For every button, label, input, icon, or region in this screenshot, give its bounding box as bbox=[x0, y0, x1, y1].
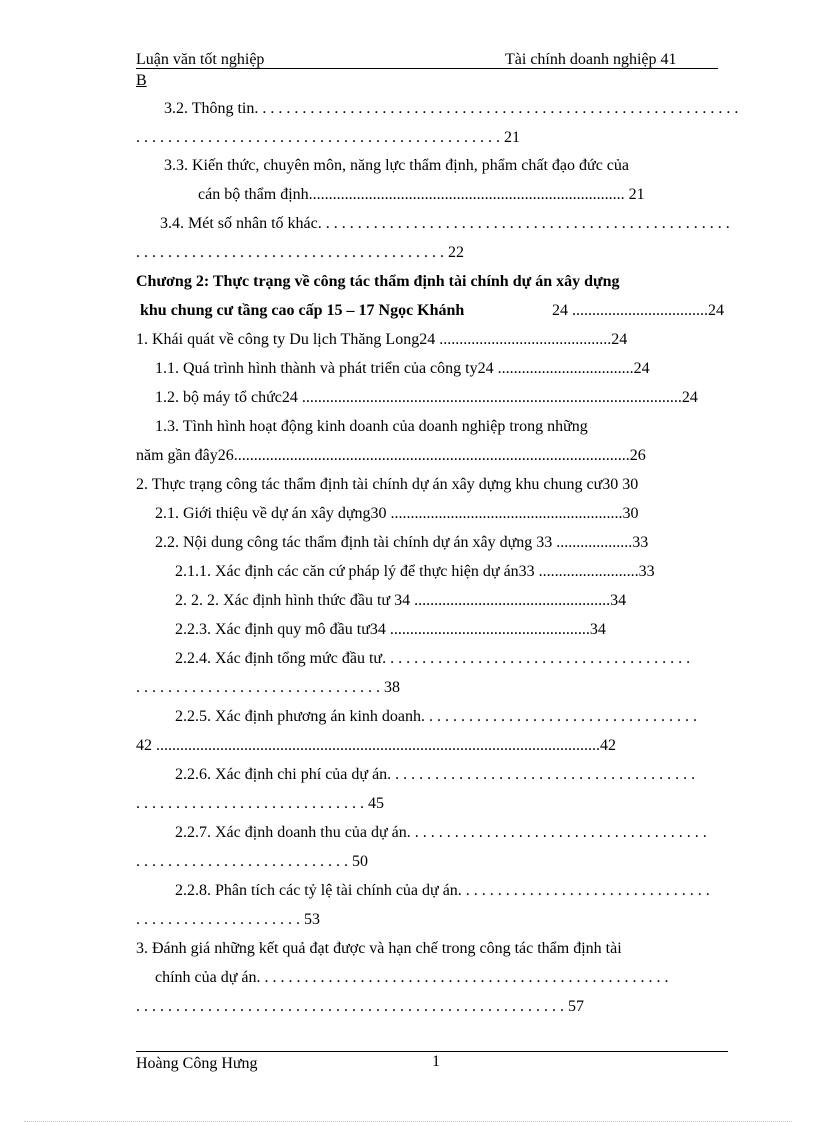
toc-entry-3-cont-2: . . . . . . . . . . . . . . . . . . . . . . . . . . . . . . . . . . . . . . . . . . . . . . . . . . . . . . 57 bbox=[136, 998, 584, 1015]
toc-entry-1-3: 1.3. Tình hình hoạt động kinh doanh của doanh nghiệp trong những bbox=[155, 418, 588, 435]
toc-chapter-2-page: 24 ..................................24 bbox=[552, 302, 724, 319]
toc-entry-2-2-3: 2.2.3. Xác định quy mô đầu tư34 ..................................................34 bbox=[175, 621, 606, 638]
toc-entry-3-4-cont: . . . . . . . . . . . . . . . . . . . . . . . . . . . . . . . . . . . . . . . 22 bbox=[136, 244, 464, 261]
toc-entry-2-2-7: 2.2.7. Xác định doanh thu của dự án. . . . . . . . . . . . . . . . . . . . . . . . . . . . . . . . . . . . . . bbox=[175, 824, 707, 841]
toc-entry-3-3-cont: cán bộ thẩm định............................................................................... 21 bbox=[198, 186, 645, 203]
toc-entry-3-2-cont: . . . . . . . . . . . . . . . . . . . . . . . . . . . . . . . . . . . . . . . . . . . . . . 21 bbox=[136, 129, 520, 146]
toc-entry-3-3: 3.3. Kiến thức, chuyên môn, năng lực thẩm định, phẩm chất đạo đức của bbox=[164, 157, 629, 174]
toc-entry-2-2-5: 2.2.5. Xác định phương án kinh doanh. . . . . . . . . . . . . . . . . . . . . . . . . . . . . . . . . . . bbox=[175, 708, 697, 725]
toc-entry-2-2-8: 2.2.8. Phân tích các tỷ lệ tài chính của dự án. . . . . . . . . . . . . . . . . . . . . . . . . . . . . . . . bbox=[175, 882, 710, 899]
toc-entry-2-2-4-cont: . . . . . . . . . . . . . . . . . . . . . . . . . . . . . . . 38 bbox=[136, 679, 400, 696]
toc-entry-2-2-6-cont: . . . . . . . . . . . . . . . . . . . . . . . . . . . . . 45 bbox=[136, 795, 384, 812]
toc-entry-1-3-cont: năm gần đây26...................................................................................................26 bbox=[136, 447, 646, 464]
toc-entry-2-1-1: 2.1.1. Xác định các căn cứ pháp lý để thực hiện dự án33 .........................33 bbox=[175, 563, 655, 580]
toc-entry-2-2-4: 2.2.4. Xác định tổng mức đầu tư. . . . . . . . . . . . . . . . . . . . . . . . . . . . . . . . . . . . . . . bbox=[175, 650, 691, 667]
toc-entry-2-2-2: 2. 2. 2. Xác định hình thức đầu tư 34 .................................................34 bbox=[175, 592, 627, 609]
toc-entry-2-2: 2.2. Nội dung công tác thẩm định tài chính dự án xây dựng 33 ...................33 bbox=[155, 534, 649, 551]
header-wrap-text: B bbox=[136, 72, 147, 89]
toc-entry-3-2: 3.2. Thông tin. . . . . . . . . . . . . . . . . . . . . . . . . . . . . . . . . . . . . . . . . . . . . . . . . . . . . . . . . . . . . bbox=[164, 100, 739, 117]
toc-entry-3-4: 3.4. Mét số nhân tố khác. . . . . . . . . . . . . . . . . . . . . . . . . . . . . . . . . . . . . . . . . . . . . . . . . . . . bbox=[160, 215, 730, 232]
toc-chapter-2: Chương 2: Thực trạng về công tác thẩm định tài chính dự án xây dựng bbox=[136, 273, 620, 290]
toc-entry-3: 3. Đánh giá những kết quả đạt được và hạn chế trong công tác thẩm định tài bbox=[136, 940, 622, 957]
toc-chapter-2-cont: khu chung cư tầng cao cấp 15 – 17 Ngọc Khánh bbox=[140, 302, 465, 319]
header-right-title: Tài chính doanh nghiệp 41 bbox=[505, 51, 677, 68]
toc-entry-2-2-5-cont: 42 ...............................................................................................................42 bbox=[136, 737, 616, 754]
toc-entry-1-2: 1.2. bộ máy tổ chức24 ...............................................................................................24 bbox=[155, 389, 698, 406]
toc-entry-2-1: 2.1. Giới thiệu về dự án xây dựng30 ..........................................................30 bbox=[155, 505, 639, 522]
toc-entry-2-2-8-cont: . . . . . . . . . . . . . . . . . . . . . 53 bbox=[136, 911, 320, 928]
toc-entry-2-2-6: 2.2.6. Xác định chi phí của dự án. . . . . . . . . . . . . . . . . . . . . . . . . . . . . . . . . . . . . . . bbox=[175, 766, 696, 783]
footer-author-name: Hoàng Công Hưng bbox=[136, 1055, 258, 1072]
page-bottom-border bbox=[24, 1121, 792, 1122]
header-left-title: Luận văn tốt nghiệp bbox=[136, 51, 265, 68]
footer-page-number: 1 bbox=[432, 1053, 440, 1070]
toc-entry-2-2-7-cont: . . . . . . . . . . . . . . . . . . . . . . . . . . . 50 bbox=[136, 853, 368, 870]
footer-rule bbox=[136, 1051, 728, 1052]
toc-entry-1: 1. Khái quát về công ty Du lịch Thăng Long24 ...........................................24 bbox=[136, 331, 628, 348]
toc-entry-2: 2. Thực trạng công tác thẩm định tài chính dự án xây dựng khu chung cư30 30 bbox=[136, 476, 639, 493]
toc-entry-3-cont: chính của dự án. . . . . . . . . . . . . . . . . . . . . . . . . . . . . . . . . . . . . . . . . . . . . . . . . . . . bbox=[155, 969, 669, 986]
toc-entry-1-1: 1.1. Quá trình hình thành và phát triển của công ty24 ..................................24 bbox=[155, 360, 650, 377]
header-rule bbox=[136, 68, 718, 69]
